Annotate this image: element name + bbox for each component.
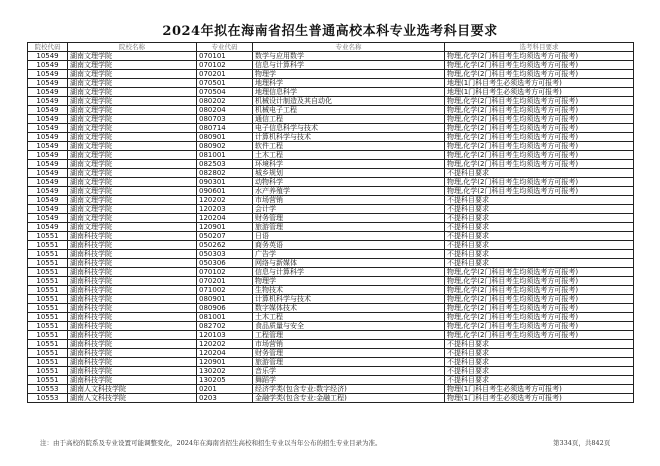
cell-major-name: 水产养殖学 <box>253 187 445 196</box>
cell-school-name: 湖南科技学院 <box>68 358 197 367</box>
cell-school-name: 湖南科技学院 <box>68 295 197 304</box>
cell-school-code: 10549 <box>28 205 68 214</box>
cell-school-code: 10551 <box>28 268 68 277</box>
cell-school-name: 湖南科技学院 <box>68 367 197 376</box>
cell-major-name: 动物科学 <box>253 178 445 187</box>
cell-major-name: 广告学 <box>253 250 445 259</box>
cell-school-code: 10551 <box>28 358 68 367</box>
cell-school-name: 湖南文理学院 <box>68 151 197 160</box>
cell-subject-requirement: 物理,化学(2门科目考生均须选考方可报考) <box>445 52 634 61</box>
table-row <box>28 196 634 205</box>
cell-major-code: 120103 <box>197 331 253 340</box>
cell-major-code: 070102 <box>197 268 253 277</box>
cell-subject-requirement: 不提科目要求 <box>445 196 634 205</box>
cell-school-code: 10551 <box>28 322 68 331</box>
cell-major-name: 财务管理 <box>253 349 445 358</box>
cell-school-name: 湖南文理学院 <box>68 115 197 124</box>
cell-school-code: 10553 <box>28 394 68 403</box>
cell-subject-requirement: 物理,化学(2门科目考生均须选考方可报考) <box>445 277 634 286</box>
cell-subject-requirement: 不提科目要求 <box>445 205 634 214</box>
cell-subject-requirement: 物理,化学(2门科目考生均须选考方可报考) <box>445 151 634 160</box>
cell-school-name: 湖南文理学院 <box>68 124 197 133</box>
table-body <box>28 52 634 403</box>
cell-subject-requirement: 物理,化学(2门科目考生均须选考方可报考) <box>445 295 634 304</box>
cell-major-code: 071002 <box>197 286 253 295</box>
cell-school-code: 10549 <box>28 142 68 151</box>
cell-major-name: 金融学类(包含专业:金融工程) <box>253 394 445 403</box>
cell-major-code: 090301 <box>197 178 253 187</box>
cell-school-name: 湖南科技学院 <box>68 277 197 286</box>
table-row <box>28 61 634 70</box>
table-row <box>28 304 634 313</box>
cell-school-code: 10549 <box>28 214 68 223</box>
cell-major-code: 080901 <box>197 295 253 304</box>
table-row <box>28 106 634 115</box>
cell-subject-requirement: 物理,化学(2门科目考生均须选考方可报考) <box>445 313 634 322</box>
cell-major-name: 环境科学 <box>253 160 445 169</box>
cell-major-code: 120901 <box>197 358 253 367</box>
header-school-code: 院校代码 <box>28 43 68 52</box>
cell-subject-requirement: 物理,化学(2门科目考生均须选考方可报考) <box>445 133 634 142</box>
cell-major-name: 食品质量与安全 <box>253 322 445 331</box>
table-row <box>28 88 634 97</box>
cell-school-code: 10549 <box>28 79 68 88</box>
cell-school-name: 湖南科技学院 <box>68 259 197 268</box>
cell-school-name: 湖南文理学院 <box>68 70 197 79</box>
table-row <box>28 277 634 286</box>
cell-school-code: 10551 <box>28 349 68 358</box>
cell-major-code: 070201 <box>197 277 253 286</box>
cell-major-name: 机械电子工程 <box>253 106 445 115</box>
table-row <box>28 232 634 241</box>
cell-subject-requirement: 物理,化学(2门科目考生均须选考方可报考) <box>445 160 634 169</box>
cell-school-code: 10551 <box>28 232 68 241</box>
cell-major-name: 计算机科学与技术 <box>253 295 445 304</box>
cell-major-code: 080714 <box>197 124 253 133</box>
cell-school-code: 10551 <box>28 241 68 250</box>
cell-subject-requirement: 不提科目要求 <box>445 349 634 358</box>
cell-major-name: 经济学类(包含专业:数字经济) <box>253 385 445 394</box>
cell-subject-requirement: 地理(1门科目考生必须选考方可报考) <box>445 79 634 88</box>
table-row <box>28 259 634 268</box>
cell-school-name: 湖南科技学院 <box>68 304 197 313</box>
table-row <box>28 295 634 304</box>
cell-subject-requirement: 物理,化学(2门科目考生均须选考方可报考) <box>445 286 634 295</box>
cell-major-name: 数学与应用数学 <box>253 52 445 61</box>
table-row <box>28 115 634 124</box>
table-header-row <box>28 43 634 52</box>
cell-school-code: 10549 <box>28 88 68 97</box>
cell-school-name: 湖南文理学院 <box>68 88 197 97</box>
cell-major-code: 130202 <box>197 367 253 376</box>
cell-major-name: 地理信息科学 <box>253 88 445 97</box>
cell-major-code: 070102 <box>197 61 253 70</box>
cell-subject-requirement: 物理,化学(2门科目考生均须选考方可报考) <box>445 268 634 277</box>
cell-major-name: 计算机科学与技术 <box>253 133 445 142</box>
table-row <box>28 178 634 187</box>
cell-school-name: 湖南文理学院 <box>68 142 197 151</box>
cell-major-name: 物理学 <box>253 70 445 79</box>
header-school-name: 院校名称 <box>68 43 197 52</box>
cell-major-code: 0201 <box>197 385 253 394</box>
cell-school-code: 10549 <box>28 160 68 169</box>
cell-major-name: 财务管理 <box>253 214 445 223</box>
cell-major-code: 082802 <box>197 169 253 178</box>
cell-major-code: 050262 <box>197 241 253 250</box>
table-row <box>28 376 634 385</box>
cell-major-name: 生物技术 <box>253 286 445 295</box>
table-row <box>28 160 634 169</box>
cell-major-code: 080901 <box>197 133 253 142</box>
cell-major-code: 070501 <box>197 79 253 88</box>
cell-school-code: 10551 <box>28 331 68 340</box>
cell-school-name: 湖南科技学院 <box>68 250 197 259</box>
header-major-code: 专业代码 <box>197 43 253 52</box>
cell-school-name: 湖南科技学院 <box>68 322 197 331</box>
table-row <box>28 70 634 79</box>
cell-subject-requirement: 物理,化学(2门科目考生均须选考方可报考) <box>445 178 634 187</box>
cell-major-name: 商务英语 <box>253 241 445 250</box>
cell-subject-requirement: 物理,化学(2门科目考生均须选考方可报考) <box>445 124 634 133</box>
cell-major-code: 070201 <box>197 70 253 79</box>
table-row <box>28 169 634 178</box>
table-row <box>28 340 634 349</box>
cell-major-code: 120202 <box>197 196 253 205</box>
cell-school-code: 10549 <box>28 115 68 124</box>
cell-major-code: 082702 <box>197 322 253 331</box>
cell-major-name: 数字媒体技术 <box>253 304 445 313</box>
cell-major-name: 土木工程 <box>253 151 445 160</box>
requirements-table <box>27 42 634 403</box>
cell-school-name: 湖南文理学院 <box>68 223 197 232</box>
table-row <box>28 214 634 223</box>
cell-major-name: 舞蹈学 <box>253 376 445 385</box>
cell-school-name: 湖南科技学院 <box>68 286 197 295</box>
cell-major-code: 120203 <box>197 205 253 214</box>
cell-major-code: 130205 <box>197 376 253 385</box>
cell-school-code: 10551 <box>28 286 68 295</box>
cell-subject-requirement: 物理,化学(2门科目考生均须选考方可报考) <box>445 142 634 151</box>
page-title: 2024年拟在海南省招生普通高校本科专业选考科目要求 <box>162 24 498 39</box>
cell-school-name: 湖南文理学院 <box>68 106 197 115</box>
cell-subject-requirement: 物理,化学(2门科目考生均须选考方可报考) <box>445 304 634 313</box>
cell-major-name: 地理科学 <box>253 79 445 88</box>
cell-major-code: 120204 <box>197 214 253 223</box>
cell-subject-requirement: 不提科目要求 <box>445 214 634 223</box>
cell-major-code: 082503 <box>197 160 253 169</box>
cell-school-name: 湖南科技学院 <box>68 268 197 277</box>
cell-school-code: 10551 <box>28 367 68 376</box>
cell-school-code: 10549 <box>28 52 68 61</box>
cell-school-code: 10549 <box>28 151 68 160</box>
table-row <box>28 79 634 88</box>
cell-school-code: 10553 <box>28 385 68 394</box>
table-row <box>28 313 634 322</box>
cell-subject-requirement: 不提科目要求 <box>445 169 634 178</box>
cell-school-name: 湖南科技学院 <box>68 340 197 349</box>
cell-major-name: 音乐学 <box>253 367 445 376</box>
table-row <box>28 124 634 133</box>
cell-subject-requirement: 物理,化学(2门科目考生均须选考方可报考) <box>445 61 634 70</box>
cell-subject-requirement: 不提科目要求 <box>445 259 634 268</box>
cell-major-code: 081001 <box>197 313 253 322</box>
cell-major-name: 物理学 <box>253 277 445 286</box>
cell-school-name: 湖南文理学院 <box>68 52 197 61</box>
cell-subject-requirement: 物理,化学(2门科目考生均须选考方可报考) <box>445 331 634 340</box>
cell-school-name: 湖南科技学院 <box>68 313 197 322</box>
cell-school-name: 湖南人文科技学院 <box>68 394 197 403</box>
cell-major-code: 050207 <box>197 232 253 241</box>
cell-major-code: 070504 <box>197 88 253 97</box>
cell-major-name: 日语 <box>253 232 445 241</box>
cell-school-code: 10551 <box>28 313 68 322</box>
cell-school-name: 湖南文理学院 <box>68 79 197 88</box>
cell-school-code: 10549 <box>28 61 68 70</box>
table-row <box>28 349 634 358</box>
cell-major-name: 市场营销 <box>253 340 445 349</box>
cell-school-name: 湖南文理学院 <box>68 169 197 178</box>
cell-school-code: 10551 <box>28 259 68 268</box>
cell-subject-requirement: 不提科目要求 <box>445 376 634 385</box>
cell-school-code: 10551 <box>28 376 68 385</box>
cell-school-code: 10549 <box>28 70 68 79</box>
cell-school-code: 10549 <box>28 196 68 205</box>
cell-major-name: 电子信息科学与技术 <box>253 124 445 133</box>
cell-school-name: 湖南文理学院 <box>68 61 197 70</box>
cell-school-code: 10549 <box>28 106 68 115</box>
table-row <box>28 394 634 403</box>
cell-subject-requirement: 不提科目要求 <box>445 340 634 349</box>
cell-major-name: 土木工程 <box>253 313 445 322</box>
cell-school-name: 湖南科技学院 <box>68 376 197 385</box>
cell-school-code: 10549 <box>28 133 68 142</box>
cell-major-name: 通信工程 <box>253 115 445 124</box>
table-row <box>28 286 634 295</box>
cell-major-name: 会计学 <box>253 205 445 214</box>
cell-major-name: 旅游管理 <box>253 358 445 367</box>
cell-school-name: 湖南科技学院 <box>68 241 197 250</box>
cell-major-code: 070101 <box>197 52 253 61</box>
cell-major-name: 工程管理 <box>253 331 445 340</box>
table-row <box>28 331 634 340</box>
table-row <box>28 52 634 61</box>
cell-school-code: 10551 <box>28 295 68 304</box>
cell-subject-requirement: 物理,化学(2门科目考生均须选考方可报考) <box>445 97 634 106</box>
cell-school-name: 湖南人文科技学院 <box>68 385 197 394</box>
cell-school-name: 湖南文理学院 <box>68 196 197 205</box>
cell-school-code: 10551 <box>28 340 68 349</box>
cell-school-name: 湖南文理学院 <box>68 97 197 106</box>
header-major-name: 专业名称 <box>253 43 445 52</box>
cell-major-name: 旅游管理 <box>253 223 445 232</box>
cell-major-name: 市场营销 <box>253 196 445 205</box>
cell-major-code: 050306 <box>197 259 253 268</box>
table-row <box>28 142 634 151</box>
cell-school-code: 10549 <box>28 187 68 196</box>
cell-school-code: 10551 <box>28 250 68 259</box>
cell-subject-requirement: 不提科目要求 <box>445 223 634 232</box>
cell-major-code: 0203 <box>197 394 253 403</box>
cell-school-code: 10549 <box>28 223 68 232</box>
cell-school-name: 湖南文理学院 <box>68 187 197 196</box>
cell-subject-requirement: 物理(1门科目考生必须选考方可报考) <box>445 394 634 403</box>
cell-subject-requirement: 不提科目要求 <box>445 250 634 259</box>
cell-major-code: 080703 <box>197 115 253 124</box>
cell-subject-requirement: 物理,化学(2门科目考生均须选考方可报考) <box>445 115 634 124</box>
cell-major-name: 城乡规划 <box>253 169 445 178</box>
table-row <box>28 151 634 160</box>
cell-school-name: 湖南文理学院 <box>68 133 197 142</box>
cell-subject-requirement: 不提科目要求 <box>445 241 634 250</box>
page-number: 第334页，共842页 <box>553 439 611 447</box>
cell-major-code: 120204 <box>197 349 253 358</box>
cell-school-code: 10551 <box>28 277 68 286</box>
cell-major-code: 080906 <box>197 304 253 313</box>
table-row <box>28 97 634 106</box>
cell-school-code: 10549 <box>28 178 68 187</box>
cell-major-name: 网络与新媒体 <box>253 259 445 268</box>
cell-school-code: 10549 <box>28 169 68 178</box>
cell-subject-requirement: 不提科目要求 <box>445 367 634 376</box>
cell-major-name: 信息与计算科学 <box>253 268 445 277</box>
cell-school-name: 湖南文理学院 <box>68 160 197 169</box>
cell-subject-requirement: 物理,化学(2门科目考生均须选考方可报考) <box>445 70 634 79</box>
cell-major-code: 050303 <box>197 250 253 259</box>
cell-major-code: 081001 <box>197 151 253 160</box>
table-row <box>28 250 634 259</box>
cell-subject-requirement: 不提科目要求 <box>445 232 634 241</box>
cell-subject-requirement: 物理,化学(2门科目考生均须选考方可报考) <box>445 187 634 196</box>
cell-school-code: 10549 <box>28 124 68 133</box>
cell-major-name: 机械设计制造及其自动化 <box>253 97 445 106</box>
table-row <box>28 241 634 250</box>
cell-school-name: 湖南科技学院 <box>68 349 197 358</box>
cell-major-code: 080202 <box>197 97 253 106</box>
table-row <box>28 205 634 214</box>
cell-major-code: 080902 <box>197 142 253 151</box>
cell-school-name: 湖南科技学院 <box>68 331 197 340</box>
table-row <box>28 133 634 142</box>
table-row <box>28 358 634 367</box>
cell-subject-requirement: 地理(1门科目考生必须选考方可报考) <box>445 88 634 97</box>
cell-school-code: 10549 <box>28 97 68 106</box>
cell-major-code: 120202 <box>197 340 253 349</box>
cell-subject-requirement: 物理(1门科目考生必须选考方可报考) <box>445 385 634 394</box>
cell-school-name: 湖南文理学院 <box>68 214 197 223</box>
cell-school-name: 湖南文理学院 <box>68 205 197 214</box>
cell-major-name: 信息与计算科学 <box>253 61 445 70</box>
cell-subject-requirement: 不提科目要求 <box>445 358 634 367</box>
table-row <box>28 367 634 376</box>
cell-major-code: 090601 <box>197 187 253 196</box>
table-row <box>28 223 634 232</box>
header-subject-requirement: 选考科目要求 <box>445 43 634 52</box>
footer-note: 注：由于高校的院系及专业设置可能调整变化，2024年在海南省招生高校和招生专业以当年公布的招生专业目录为准。 <box>40 439 382 447</box>
cell-school-name: 湖南科技学院 <box>68 232 197 241</box>
cell-subject-requirement: 物理,化学(2门科目考生均须选考方可报考) <box>445 322 634 331</box>
table-row <box>28 322 634 331</box>
cell-subject-requirement: 物理,化学(2门科目考生均须选考方可报考) <box>445 106 634 115</box>
cell-school-name: 湖南文理学院 <box>68 178 197 187</box>
cell-major-name: 软件工程 <box>253 142 445 151</box>
cell-school-code: 10551 <box>28 304 68 313</box>
cell-major-code: 120901 <box>197 223 253 232</box>
table-row <box>28 187 634 196</box>
table-row <box>28 268 634 277</box>
cell-major-code: 080204 <box>197 106 253 115</box>
table-row <box>28 385 634 394</box>
